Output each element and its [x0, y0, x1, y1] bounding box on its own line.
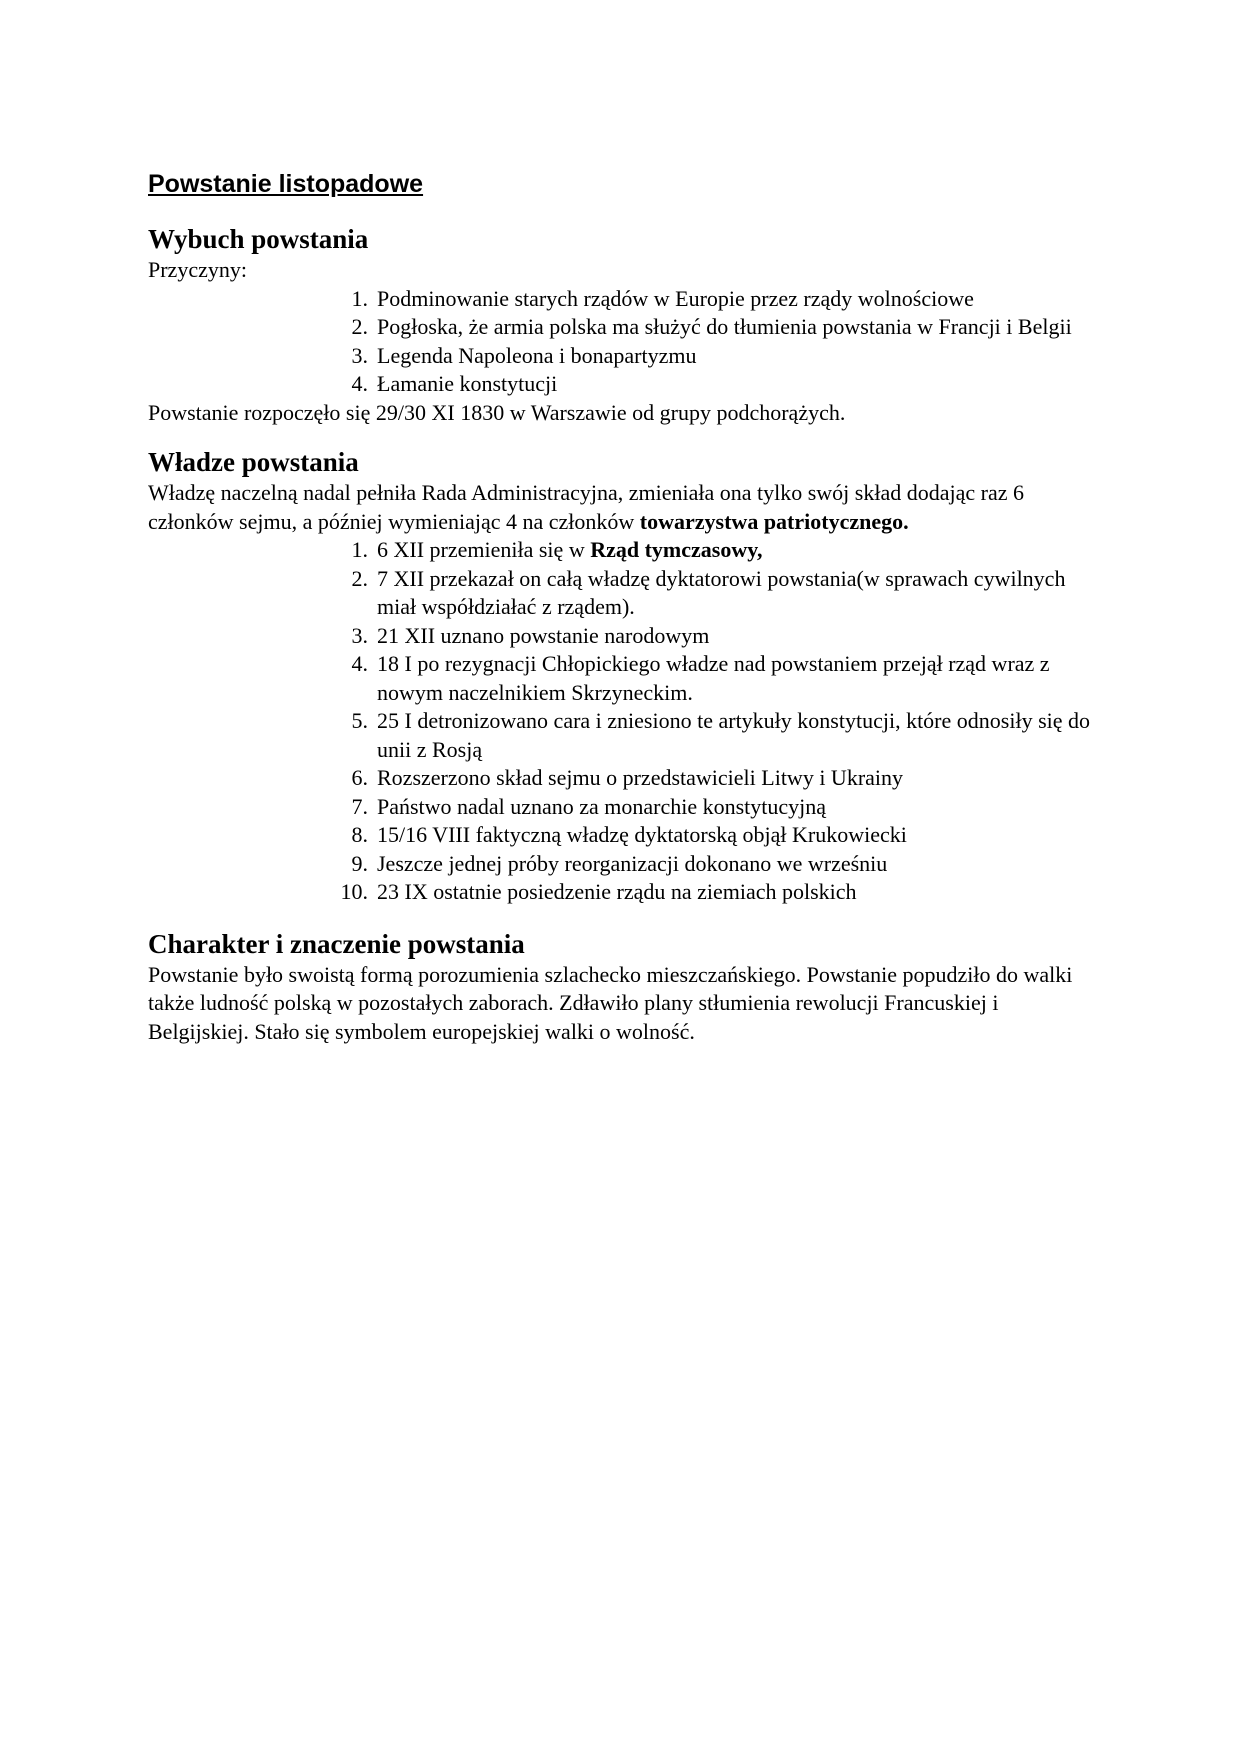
document-title: Powstanie listopadowe	[148, 170, 424, 198]
authorities-list	[148, 536, 1098, 907]
list-number: 8.	[351, 822, 368, 847]
section-authorities	[148, 445, 1098, 907]
list-number: 6.	[351, 765, 368, 790]
list-item-text: Pogłoska, że armia polska ma służyć do tłumienia powstania w Francji i Belgii	[377, 314, 1072, 339]
list-item-text: Legenda Napoleona i bonapartyzmu	[377, 342, 697, 368]
significance-body: Powstanie było swoistą formą porozumienia szlachecko mieszczańskiego. Powstanie popudziło do walki także ludność polską w pozostałych zaborach. Zdławiło plany stłumienia rewolucji Francuskiej i Belgijskiej. Stało się symbolem europejskiej walki o wolność.	[148, 961, 1073, 1044]
outbreak-summary: Powstanie rozpoczęło się 29/30 XI 1830 w Warszawie od grupy podchorążych.	[148, 399, 846, 425]
list-number: 3.	[351, 342, 368, 368]
authorities-intro-text: Władzę naczelną nadal pełniła Rada Administracyjna, zmieniała ona tylko swój skład dodając raz 6 członków sejmu, a później wymieniając 4 na członków	[148, 480, 1024, 534]
list-item	[148, 878, 1098, 907]
list-item	[148, 707, 1098, 764]
list-item	[148, 793, 1098, 822]
authorities-intro-bold: towarzystwa patriotycznego.	[639, 508, 909, 534]
list-item-text: 15/16 VIII faktyczną władzę dyktatorską objął Krukowiecki	[377, 822, 907, 847]
list-item-text: 23 IX ostatnie posiedzenie rządu na ziemiach polskich	[377, 879, 857, 904]
section-significance	[148, 927, 1098, 1047]
list-item-text: 6 XII przemieniła się w	[377, 537, 591, 562]
causes-label: Przyczyny:	[148, 257, 247, 282]
list-number: 1.	[351, 285, 368, 311]
section-heading-significance: Charakter i znaczenie powstania	[148, 928, 525, 959]
list-item-text: Rozszerzono skład sejmu o przedstawicieli Litwy i Ukrainy	[377, 765, 904, 790]
list-item-text: 21 XII uznano powstanie narodowym	[377, 622, 710, 648]
authorities-intro	[148, 479, 1098, 536]
list-item-bold: Rząd tymczasowy,	[590, 537, 763, 562]
causes-list	[148, 285, 1098, 399]
list-number: 4.	[351, 651, 368, 676]
list-number: 2.	[351, 565, 368, 591]
list-number: 1.	[351, 537, 368, 562]
list-item-text: Jeszcze jednej próby reorganizacji dokonano we wrześniu	[377, 850, 888, 876]
list-item	[148, 342, 1098, 371]
list-item-text: Łamanie konstytucji	[377, 371, 558, 396]
list-item	[148, 850, 1098, 879]
list-item-text: Państwo nadal uznano za monarchie konstytucyjną	[377, 793, 827, 819]
list-item	[148, 764, 1098, 793]
list-item	[148, 285, 1098, 314]
section-heading-outbreak: Wybuch powstania	[148, 224, 369, 254]
section-outbreak	[148, 222, 1098, 427]
document-page	[148, 168, 1098, 1046]
list-item	[148, 821, 1098, 850]
list-item-text: Podminowanie starych rządów w Europie przez rządy wolnościowe	[377, 285, 974, 311]
list-item-text: 25 I detronizowano cara i zniesiono te artykuły konstytucji, które odnosiły się do unii z Rosją	[377, 708, 1091, 762]
list-item	[148, 565, 1098, 622]
list-number: 3.	[351, 622, 368, 648]
list-item-text: 18 I po rezygnacji Chłopickiego władze nad powstaniem przejął rząd wraz z nowym naczelnikiem Skrzyneckim.	[377, 651, 1050, 705]
list-item	[148, 650, 1098, 707]
list-number: 5.	[351, 708, 368, 733]
list-item-text: 7 XII przekazał on całą władzę dyktatorowi powstania(w sprawach cywilnych miał współdziałać z rządem).	[377, 565, 1066, 619]
list-item	[148, 536, 1098, 565]
section-heading-authorities: Władze powstania	[148, 447, 359, 477]
list-number: 9.	[351, 850, 368, 876]
list-item	[148, 622, 1098, 651]
list-number: 10.	[340, 879, 368, 904]
list-number: 7.	[351, 793, 368, 819]
list-number: 4.	[351, 371, 368, 396]
list-item	[148, 313, 1098, 342]
list-number: 2.	[351, 314, 368, 339]
list-item	[148, 370, 1098, 399]
